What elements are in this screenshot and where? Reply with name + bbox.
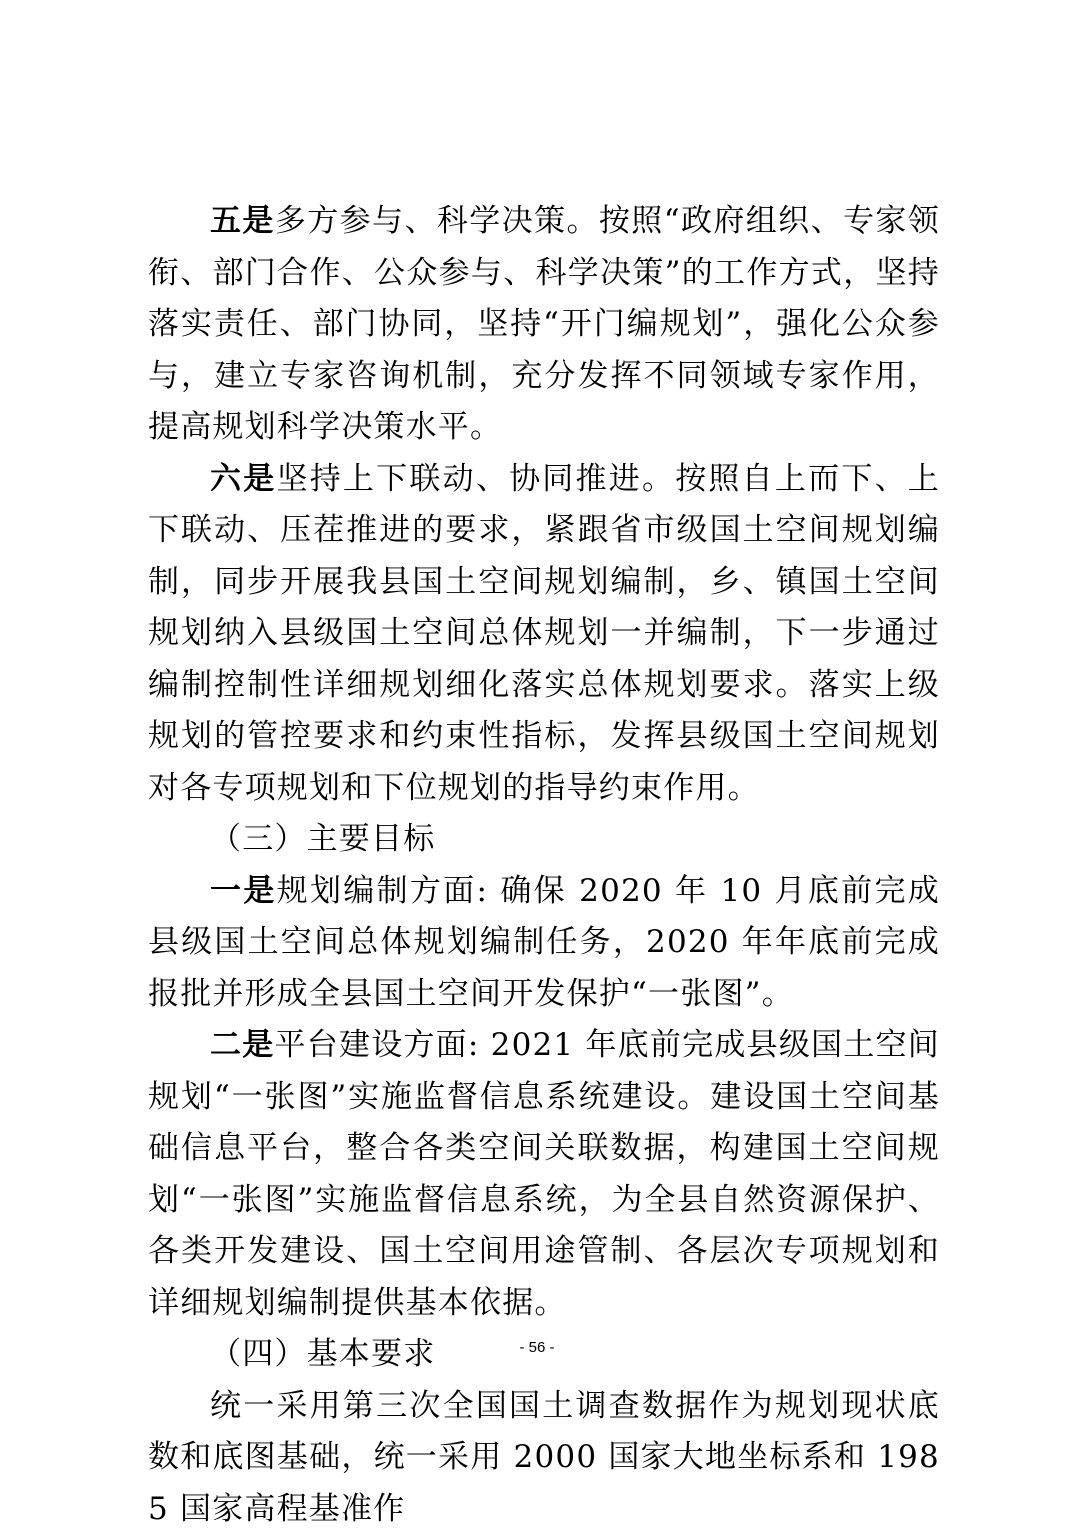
paragraph-goal-planning <box>148 866 940 1021</box>
paragraph-lead: 六是 <box>210 461 276 497</box>
paragraph-text: 平台建设方面: 2021 年底前完成县级国土空间规划“一张图”实施监督信息系统建设。建设国土空间基础信息平台，整合各类空间关联数据，构建国土空间规划“一张图”实施监督信息系统，为全县自然资源保护、各类开发建设、国土空间用途管制、各层次专项规划和详细规划编制提供基本依据。 <box>148 1027 940 1321</box>
section-heading-main-goals: （三）主要目标 <box>148 814 940 866</box>
document-body <box>148 196 940 1535</box>
paragraph-lead: 一是 <box>210 873 277 909</box>
paragraph-text: 多方参与、科学决策。按照“政府组织、专家领衔、部门合作、公众参与、科学决策”的工作方式，坚持落实责任、部门协同，坚持“开门编规划”，强化公众参与，建立专家咨询机制，充分发挥不同领域专家作用，提高规划科学决策水平。 <box>148 203 940 445</box>
paragraph-sixth-principle <box>148 454 940 815</box>
paragraph-lead: 五是 <box>210 203 275 239</box>
section-heading-basic-requirements: （四）基本要求 <box>148 1329 940 1381</box>
paragraph-lead: 二是 <box>210 1027 274 1063</box>
paragraph-goal-platform <box>148 1020 940 1329</box>
paragraph-fifth-principle <box>148 196 940 454</box>
paragraph-text: 坚持上下联动、协同推进。按照自上而下、上下联动、压茬推进的要求，紧跟省市级国土空间规划编制，同步开展我县国土空间规划编制，乡、镇国土空间规划纳入县级国土空间总体规划一并编制，下一步通过编制控制性详细规划细化落实总体规划要求。落实上级规划的管控要求和约束性指标，发挥县级国土空间规划对各专项规划和下位规划的指导约束作用。 <box>148 461 940 806</box>
paragraph-text: 规划编制方面: 确保 2020 年 10 月底前完成县级国土空间总体规划编制任务，2020 年年底前完成报批并形成全县国土空间开发保护“一张图”。 <box>148 873 940 1012</box>
page-number: - 56 - <box>0 1339 1074 1356</box>
paragraph-basic-requirements: 统一采用第三次全国国土调查数据作为规划现状底数和底图基础，统一采用 2000 国家大地坐标系和 1985 国家高程基准作 <box>148 1381 940 1535</box>
